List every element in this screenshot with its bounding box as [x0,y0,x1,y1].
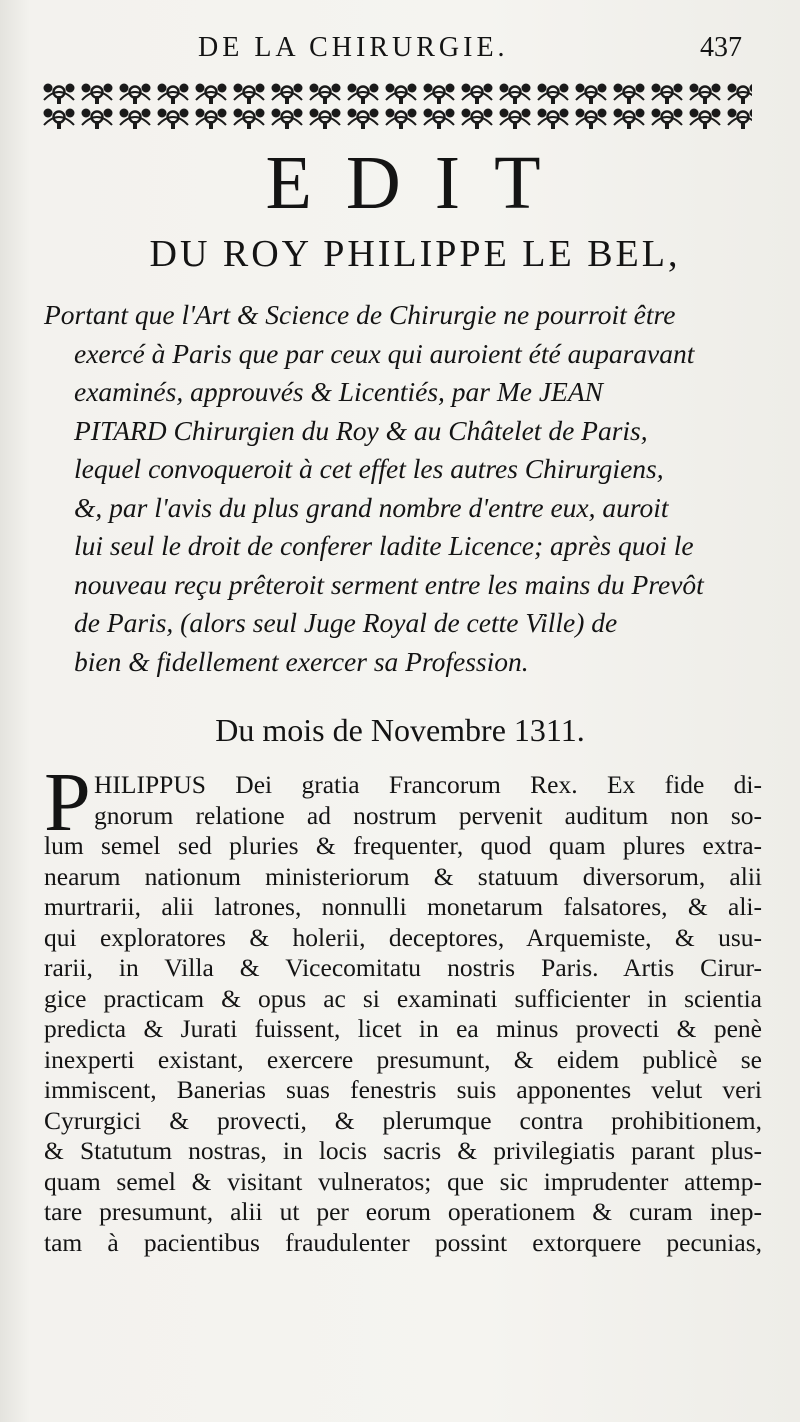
body-line: lum semel sed pluries & frequenter, quod quam plures extra- [44,831,762,860]
edict-summary [44,296,762,681]
summary-line: nouveau reçu prêteroit serment entre les mains du Prevôt [74,568,704,600]
edict-subtitle: DU ROY PHILIPPE LE BEL, [149,233,681,275]
body-line: qui exploratores & holerii, deceptores, Arquemiste, & usu- [44,922,762,952]
summary-line: exercé à Paris que par ceux qui auroient été auparavant [74,337,695,369]
body-line: nearum nationum ministeriorum & statuum diversorum, alii [44,861,762,891]
summary-line: examinés, approuvés & Licentiés, par Me JEAN [74,376,603,407]
body-line: & Statutum nostras, in locis sacris & privilegiatis parant plus- [44,1136,762,1165]
running-title: DE LA CHIRURGIE. [198,32,509,63]
body-line: murtrarii, alii latrones, nonnulli monetarum falsatores, & ali- [44,892,762,921]
running-head [0,28,800,68]
summary-line: lequel convoqueroit à cet effet les autres Chirurgiens, [74,453,664,484]
ornament-band [40,80,752,130]
edict-title: EDIT [265,141,575,225]
page-number: 437 [700,32,742,63]
summary-line: &, par l'avis du plus grand nombre d'entre eux, auroit [74,491,669,523]
summary-line: PITARD Chirurgien du Roy & au Châtelet de Paris, [74,414,648,446]
body-line: tare presumunt, alii ut per eorum operationem & curam inep- [44,1197,762,1226]
edict-date: Du mois de Novembre 1311. [215,712,585,748]
body-line: HILIPPUS Dei gratia Francorum Rex. Ex fide di- [94,770,762,799]
summary-line: Portant que l'Art & Science de Chirurgie ne pourroit être [44,299,676,330]
drop-cap: P [44,756,91,849]
body-line: gnorum relatione ad nostrum pervenit auditum non so- [94,800,762,830]
body-line: predicta & Jurati fuissent, licet in ea minus provecti & penè [44,1014,762,1043]
summary-line: de Paris, (alors seul Juge Royal de cette Ville) de [74,607,618,638]
summary-line: bien & fidellement exercer sa Profession. [74,645,529,677]
body-line: immiscent, Banerias suas fenestris suis apponentes velut veri [44,1075,762,1104]
body-line: inexperti existant, exercere presumunt, & eidem publicè se [44,1044,762,1074]
summary-line: lui seul le droit de conferer ladite Licence; après quoi le [74,530,694,561]
body-line: Cyrurgici & provecti, & plerumque contra prohibitionem, [44,1105,762,1135]
body-line: quam semel & visitant vulneratos; que sic imprudenter attemp- [44,1166,762,1196]
body-line: tam à pacientibus fraudulenter possint extorquere pecunias, [44,1227,762,1257]
edict-body [44,756,762,1258]
body-line: rarii, in Villa & Vicecomitatu nostris Paris. Artis Cirur- [44,953,762,982]
body-line: gice practicam & opus ac si examinati sufficienter in scientia [44,983,762,1013]
